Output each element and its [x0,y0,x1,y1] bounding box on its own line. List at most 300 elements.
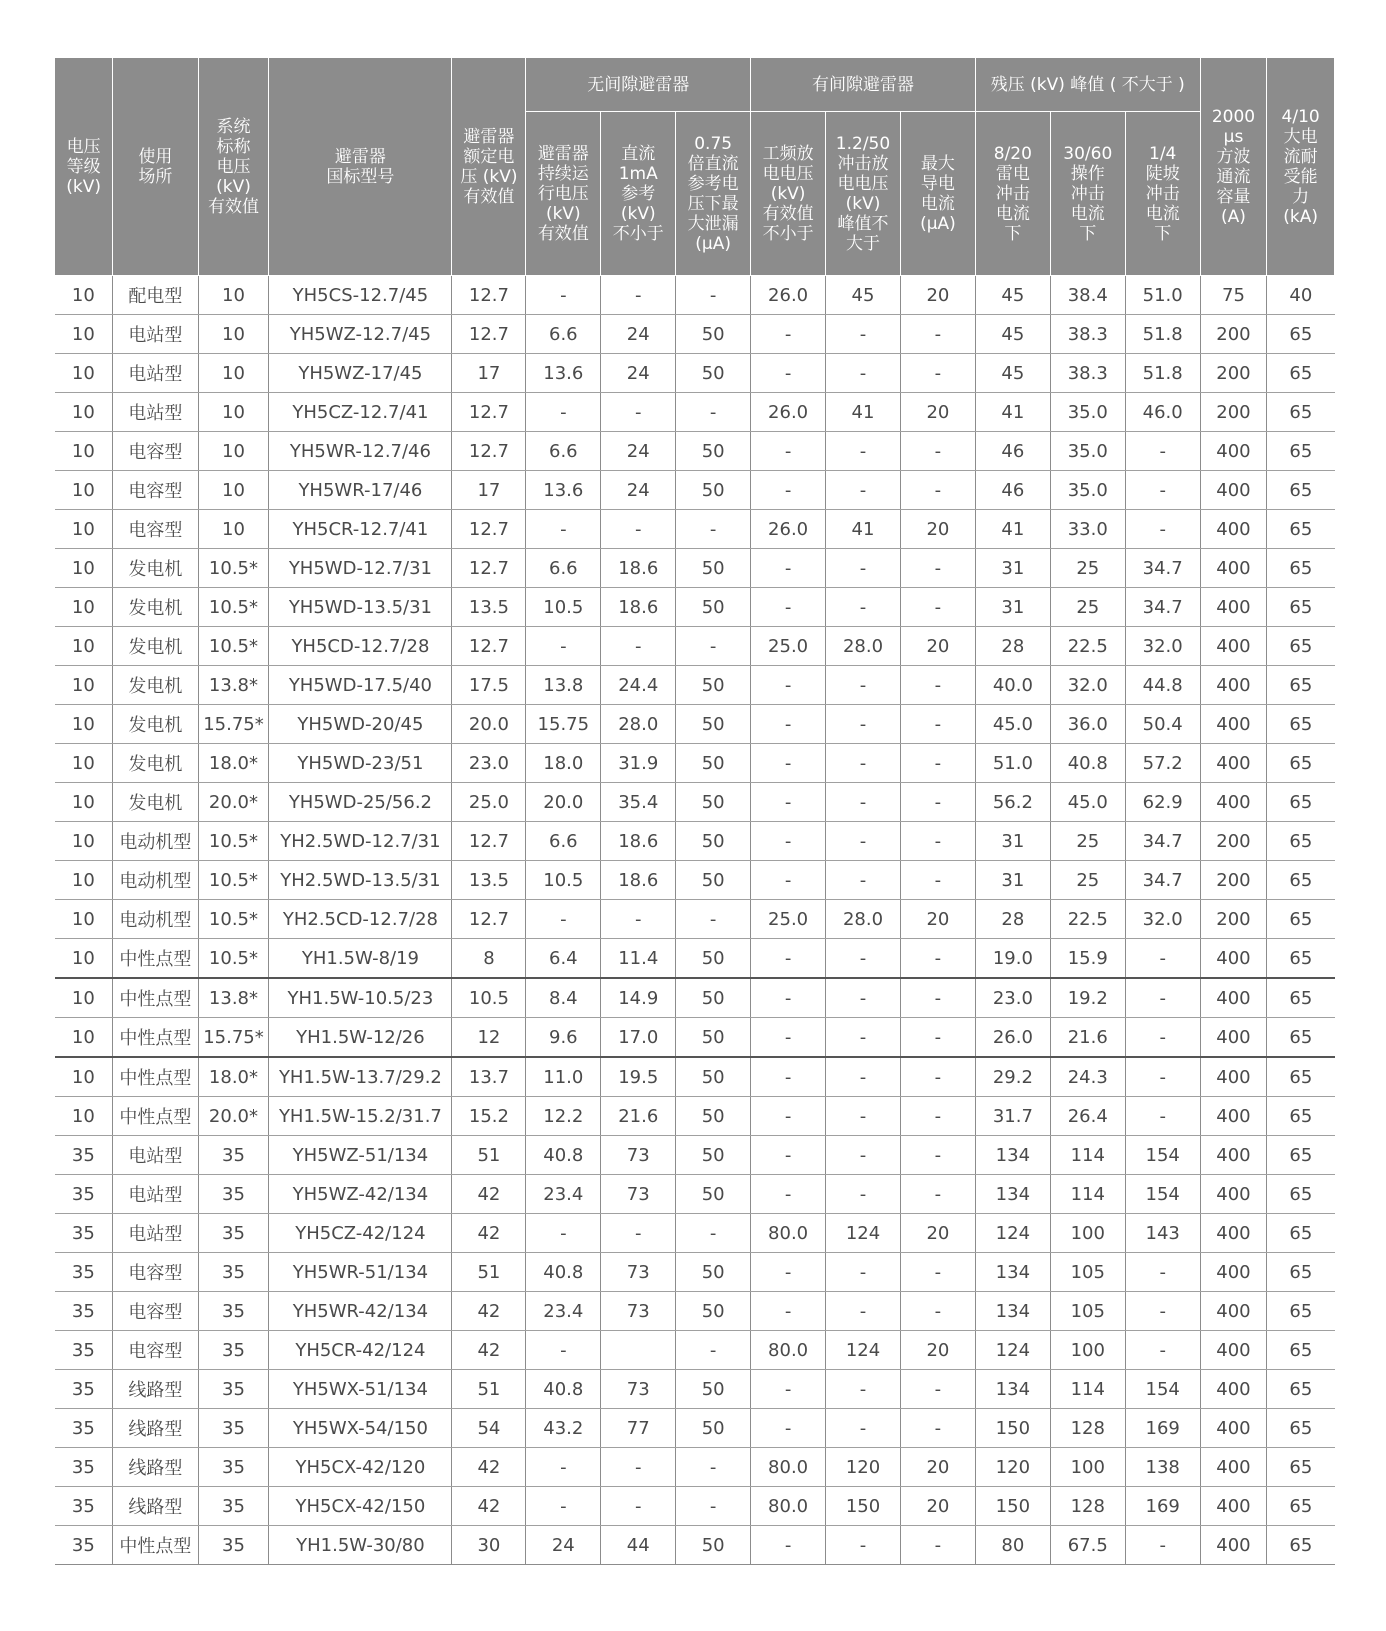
header-gapped-group: 有间隙避雷器 [751,58,976,112]
table-cell: 35.0 [1050,393,1125,432]
table-cell: 65 [1267,1370,1335,1409]
table-row [55,705,1335,744]
table-cell: 41 [975,393,1050,432]
table-cell: YH5CR-42/124 [269,1331,452,1370]
table-cell: 200 [1200,393,1267,432]
table-cell: - [826,471,901,510]
table-cell: - [1125,1057,1200,1097]
table-cell: 50 [676,1370,751,1409]
table-cell: 400 [1200,978,1267,1018]
table-cell: 10 [55,471,113,510]
table-cell: 128 [1050,1409,1125,1448]
table-cell: - [751,822,826,861]
table-row [55,510,1335,549]
table-cell: 105 [1050,1253,1125,1292]
table-cell: 12.7 [452,276,526,315]
table-cell: 73 [601,1370,676,1409]
table-cell: 12.7 [452,315,526,354]
table-cell: 中性点型 [113,939,198,979]
table-cell: 14.9 [601,978,676,1018]
table-cell: YH5WD-13.5/31 [269,588,452,627]
table-cell: 18.6 [601,588,676,627]
table-row [55,939,1335,979]
header-usage: 使用 场所 [113,58,198,276]
table-cell: 67.5 [1050,1526,1125,1565]
table-cell: - [1125,1292,1200,1331]
table-cell: 线路型 [113,1370,198,1409]
table-cell: 46 [975,432,1050,471]
table-cell: - [601,900,676,939]
table-cell: 51 [452,1136,526,1175]
table-cell: - [900,1253,975,1292]
table-cell: 73 [601,1136,676,1175]
table-cell: - [826,588,901,627]
table-cell: 25 [1050,861,1125,900]
table-cell: - [900,1018,975,1058]
table-cell: - [826,1175,901,1214]
table-body [55,276,1335,1565]
table-cell: YH1.5W-10.5/23 [269,978,452,1018]
table-cell: - [826,861,901,900]
table-cell: - [1125,1097,1200,1136]
table-cell: - [751,978,826,1018]
table-cell: 50 [676,705,751,744]
header-system-voltage: 系统 标称 电压 (kV) 有效值 [198,58,269,276]
table-cell: 8.4 [526,978,601,1018]
table-cell: - [526,900,601,939]
table-cell: 26.0 [751,393,826,432]
table-cell: 42 [452,1487,526,1526]
table-cell: YH5WR-42/134 [269,1292,452,1331]
table-cell: 24 [601,315,676,354]
table-cell: 发电机 [113,627,198,666]
table-cell: - [826,1136,901,1175]
table-cell: 10 [198,276,269,315]
table-cell: 400 [1200,471,1267,510]
table-cell: 65 [1267,1292,1335,1331]
table-cell: 18.0 [526,744,601,783]
table-row [55,627,1335,666]
table-cell: 17.0 [601,1018,676,1058]
table-cell: 10 [55,939,113,979]
table-cell: - [751,744,826,783]
table-cell: 12.7 [452,510,526,549]
table-cell: 40.0 [975,666,1050,705]
table-row [55,471,1335,510]
table-cell: 100 [1050,1331,1125,1370]
table-cell: 35 [55,1370,113,1409]
table-cell: 57.2 [1125,744,1200,783]
table-cell: 电容型 [113,471,198,510]
header-impulse-sparkover: 1.2/50 冲击放 电电压 (kV) 峰值不 大于 [826,112,901,276]
table-cell: - [826,1018,901,1058]
table-cell: 65 [1267,861,1335,900]
arrester-spec-table [54,57,1335,1565]
table-cell: - [1125,432,1200,471]
table-cell: - [900,861,975,900]
table-cell: - [601,393,676,432]
table-cell: 50 [676,1097,751,1136]
table-cell: YH5WZ-42/134 [269,1175,452,1214]
table-cell: 13.7 [452,1057,526,1097]
table-cell: 发电机 [113,588,198,627]
table-cell: 6.6 [526,822,601,861]
table-cell: 9.6 [526,1018,601,1058]
table-cell: - [826,978,901,1018]
table-cell: 400 [1200,1487,1267,1526]
table-cell: 65 [1267,744,1335,783]
table-cell: 51.8 [1125,315,1200,354]
table-cell: 400 [1200,1057,1267,1097]
table-cell: 400 [1200,1292,1267,1331]
table-cell: - [900,939,975,979]
table-cell: 25 [1050,549,1125,588]
table-cell: 50 [676,1526,751,1565]
header-leakage: 0.75 倍直流 参考电 压下最 大泄漏 (μA) [676,112,751,276]
table-cell: 15.75 [526,705,601,744]
table-cell: - [601,627,676,666]
table-cell: 6.6 [526,315,601,354]
table-cell: 50 [676,1136,751,1175]
table-cell: - [826,1253,901,1292]
table-cell: - [601,1487,676,1526]
table-cell: 200 [1200,315,1267,354]
table-cell: 8 [452,939,526,979]
table-cell: 154 [1125,1136,1200,1175]
table-cell: 44.8 [1125,666,1200,705]
table-cell: 15.75* [198,1018,269,1058]
table-cell: 31 [975,861,1050,900]
table-cell: 51 [452,1253,526,1292]
table-cell: YH5WR-51/134 [269,1253,452,1292]
table-cell: - [826,354,901,393]
table-row [55,315,1335,354]
table-cell: 65 [1267,1097,1335,1136]
table-cell: 30 [452,1526,526,1565]
table-cell: 128 [1050,1487,1125,1526]
table-cell: 10 [55,354,113,393]
table-cell: - [1125,1253,1200,1292]
table-cell: 124 [826,1214,901,1253]
table-cell: - [900,1409,975,1448]
table-cell: - [900,588,975,627]
table-cell: 35 [198,1175,269,1214]
table-cell: 10.5* [198,822,269,861]
table-cell: - [751,549,826,588]
table-cell: 65 [1267,1136,1335,1175]
table-cell: 电站型 [113,354,198,393]
table-cell: 80 [975,1526,1050,1565]
table-cell: 20.0 [452,705,526,744]
table-cell: - [900,822,975,861]
table-cell: - [751,1292,826,1331]
table-cell: 24.4 [601,666,676,705]
table-row [55,1136,1335,1175]
table-cell: 65 [1267,783,1335,822]
table-cell: 18.6 [601,861,676,900]
table-cell: - [900,315,975,354]
table-cell: 10 [55,393,113,432]
table-cell: 23.0 [975,978,1050,1018]
table-cell: YH5CZ-12.7/41 [269,393,452,432]
table-cell: 114 [1050,1370,1125,1409]
table-cell: 20 [900,1448,975,1487]
table-cell: 25 [1050,822,1125,861]
table-cell: 38.4 [1050,276,1125,315]
table-cell: 20 [900,276,975,315]
table-cell: 15.75* [198,705,269,744]
table-cell: 20 [900,393,975,432]
table-cell: 25.0 [452,783,526,822]
table-cell: 32.0 [1050,666,1125,705]
table-cell: 10 [55,432,113,471]
table-row [55,1175,1335,1214]
header-model: 避雷器 国标型号 [269,58,452,276]
table-cell: 400 [1200,1018,1267,1058]
table-row [55,1526,1335,1565]
table-cell: 35 [198,1292,269,1331]
table-cell: YH5CS-12.7/45 [269,276,452,315]
table-cell: 电站型 [113,393,198,432]
table-cell: 15.9 [1050,939,1125,979]
table-cell: - [900,1292,975,1331]
table-cell: 114 [1050,1175,1125,1214]
table-cell: 400 [1200,1097,1267,1136]
table-cell: - [751,315,826,354]
table-cell: 10.5* [198,588,269,627]
table-cell: 35.4 [601,783,676,822]
table-cell: 50 [676,822,751,861]
table-cell: 21.6 [1050,1018,1125,1058]
table-cell: 65 [1267,510,1335,549]
table-cell: 电容型 [113,432,198,471]
table-cell: - [900,978,975,1018]
table-cell: 12.7 [452,900,526,939]
table-cell: 20 [900,900,975,939]
table-cell: 400 [1200,1409,1267,1448]
table-row [55,393,1335,432]
table-cell: 65 [1267,666,1335,705]
table-cell: 10.5* [198,861,269,900]
table-cell: 10 [198,354,269,393]
table-cell: - [526,1331,601,1370]
table-cell: 50 [676,315,751,354]
table-cell: 6.6 [526,432,601,471]
table-row [55,276,1335,315]
table-cell: 65 [1267,1331,1335,1370]
header-switching-30-60: 30/60 操作 冲击 电流 下 [1050,112,1125,276]
table-cell: 23.4 [526,1175,601,1214]
table-cell: - [900,1175,975,1214]
table-cell: 51.0 [1125,276,1200,315]
header-mcov: 避雷器 持续运 行电压 (kV) 有效值 [526,112,601,276]
table-cell: 105 [1050,1292,1125,1331]
table-cell: YH5WX-51/134 [269,1370,452,1409]
table-cell: 36.0 [1050,705,1125,744]
table-cell: 400 [1200,705,1267,744]
table-cell: 150 [826,1487,901,1526]
table-cell: 50 [676,1018,751,1058]
table-cell: 65 [1267,1409,1335,1448]
table-cell: 发电机 [113,549,198,588]
table-cell: 45 [975,315,1050,354]
table-cell: - [1125,978,1200,1018]
table-cell: 80.0 [751,1487,826,1526]
table-cell: - [676,1448,751,1487]
table-cell: 电容型 [113,1253,198,1292]
table-cell: 120 [975,1448,1050,1487]
table-cell: - [751,471,826,510]
table-cell: 10 [55,315,113,354]
table-row [55,822,1335,861]
header-gapless-group: 无间隙避雷器 [526,58,751,112]
table-cell: 50 [676,1292,751,1331]
table-cell: 6.6 [526,549,601,588]
table-cell: YH5WZ-12.7/45 [269,315,452,354]
table-cell: 10 [55,783,113,822]
table-cell: 22.5 [1050,627,1125,666]
table-cell: 10 [55,1097,113,1136]
table-cell: 400 [1200,1331,1267,1370]
table-cell: 12.7 [452,627,526,666]
table-cell: - [601,1448,676,1487]
table-cell: - [676,900,751,939]
table-cell: 80.0 [751,1331,826,1370]
table-cell: - [751,939,826,979]
table-cell: 10 [198,315,269,354]
table-cell: 35 [55,1253,113,1292]
table-cell: 28 [975,900,1050,939]
table-row [55,354,1335,393]
table-cell: 20.0 [526,783,601,822]
table-cell: 42 [452,1292,526,1331]
table-cell: 中性点型 [113,1097,198,1136]
table-cell: 31 [975,549,1050,588]
table-cell: YH5CX-42/150 [269,1487,452,1526]
table-cell: - [751,1253,826,1292]
table-cell: 400 [1200,1136,1267,1175]
table-cell: 17 [452,471,526,510]
table-cell: 65 [1267,1057,1335,1097]
table-row [55,666,1335,705]
table-cell: - [526,1448,601,1487]
table-cell [601,1331,676,1370]
table-cell: 13.5 [452,588,526,627]
table-cell: 线路型 [113,1409,198,1448]
table-cell: 35 [55,1214,113,1253]
table-cell: - [1125,1331,1200,1370]
table-cell: 18.6 [601,549,676,588]
table-cell: - [601,1214,676,1253]
table-cell: - [1125,1018,1200,1058]
table-cell: 19.5 [601,1057,676,1097]
table-cell: 29.2 [975,1057,1050,1097]
table-cell: 150 [975,1487,1050,1526]
table-cell: - [900,432,975,471]
table-cell: 400 [1200,1370,1267,1409]
table-row [55,1487,1335,1526]
table-cell: 400 [1200,783,1267,822]
table-cell: 65 [1267,1175,1335,1214]
table-cell: - [900,354,975,393]
table-cell: YH1.5W-8/19 [269,939,452,979]
table-row [55,432,1335,471]
table-cell: 40 [1267,276,1335,315]
table-cell: 13.8* [198,666,269,705]
table-cell: 电动机型 [113,822,198,861]
table-cell: - [751,1136,826,1175]
table-cell: 15.2 [452,1097,526,1136]
table-cell: 23.0 [452,744,526,783]
table-cell: 发电机 [113,666,198,705]
table-cell: - [826,822,901,861]
table-cell: 24 [601,432,676,471]
table-cell: 35 [198,1526,269,1565]
table-cell: 发电机 [113,744,198,783]
table-cell: YH1.5W-12/26 [269,1018,452,1058]
table-cell: 45 [826,276,901,315]
table-cell: - [526,1214,601,1253]
table-cell: 13.6 [526,354,601,393]
table-cell: 169 [1125,1487,1200,1526]
table-cell: 400 [1200,1175,1267,1214]
table-cell: 电容型 [113,1292,198,1331]
table-cell: 114 [1050,1136,1125,1175]
table-cell: 线路型 [113,1448,198,1487]
table-cell: 73 [601,1253,676,1292]
table-cell: 10 [55,276,113,315]
table-row [55,744,1335,783]
table-row [55,1057,1335,1097]
table-cell: 配电型 [113,276,198,315]
table-cell: - [826,783,901,822]
table-cell: 40.8 [526,1253,601,1292]
table-cell: 400 [1200,432,1267,471]
table-cell: - [826,432,901,471]
table-cell: 134 [975,1370,1050,1409]
table-cell: 65 [1267,627,1335,666]
table-cell: 40.8 [526,1370,601,1409]
table-cell: - [826,315,901,354]
table-cell: 10 [55,1057,113,1097]
table-cell: 400 [1200,510,1267,549]
table-cell: - [676,1331,751,1370]
table-cell: - [826,705,901,744]
table-cell: 150 [975,1409,1050,1448]
table-cell: 18.0* [198,1057,269,1097]
table-cell: YH1.5W-15.2/31.7 [269,1097,452,1136]
table-cell: 13.8 [526,666,601,705]
table-cell: 200 [1200,354,1267,393]
table-cell: - [900,1370,975,1409]
table-cell: 43.2 [526,1409,601,1448]
table-cell: 中性点型 [113,1018,198,1058]
table-cell: 25.0 [751,627,826,666]
table-cell: - [751,1526,826,1565]
table-cell: 45.0 [975,705,1050,744]
table-cell: 35 [198,1331,269,1370]
table-cell: 35 [198,1370,269,1409]
table-cell: 44 [601,1526,676,1565]
table-cell: 中性点型 [113,978,198,1018]
table-cell: 31 [975,822,1050,861]
table-cell: 134 [975,1175,1050,1214]
table-cell: 10.5* [198,939,269,979]
table-row [55,1448,1335,1487]
table-cell: 10 [198,432,269,471]
table-cell: 400 [1200,549,1267,588]
table-cell: - [826,1370,901,1409]
